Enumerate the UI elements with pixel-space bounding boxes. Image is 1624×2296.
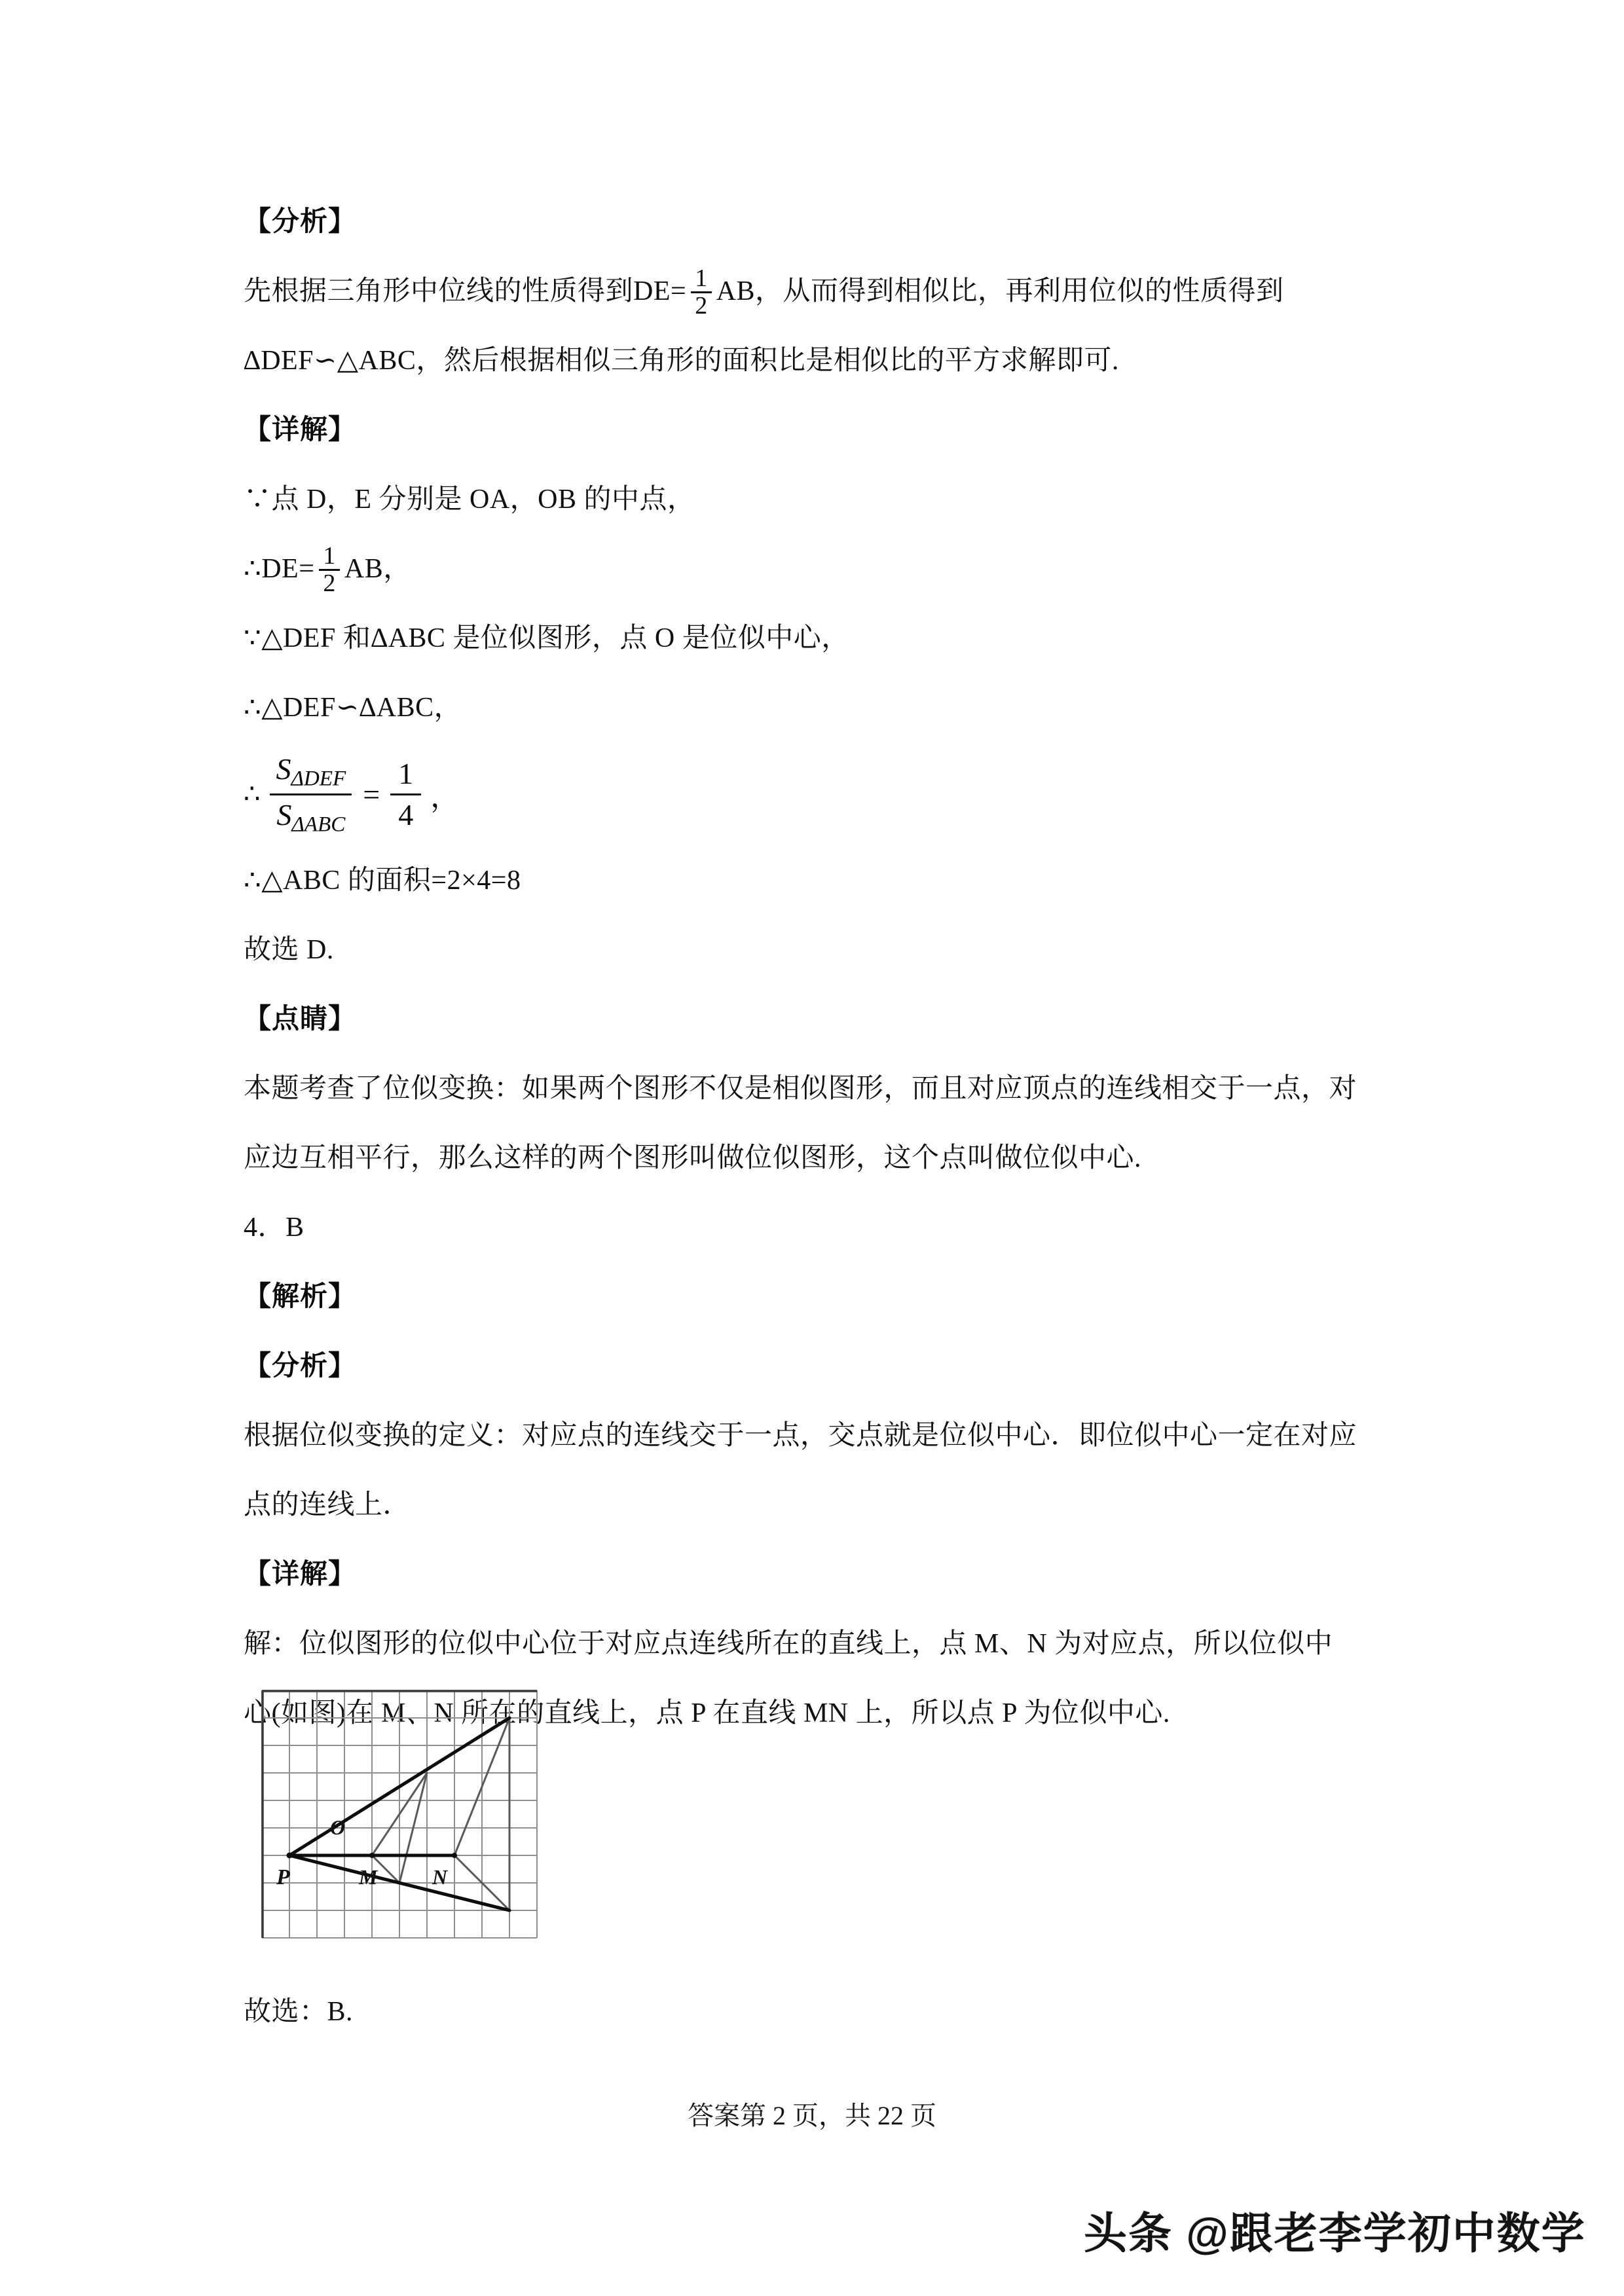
s-symbol-numerator: S — [276, 752, 291, 786]
page-content — [244, 187, 1376, 1748]
detail-step-5-area-ratio — [244, 742, 1376, 846]
detail-tag-q3: 【详解】 — [244, 415, 357, 445]
fraction-one-half-b — [319, 543, 340, 596]
therefore-symbol: ∴ — [244, 779, 261, 809]
analysis-line-1-part-c: AB，从而得到相似比，再利用位似的性质得到 — [716, 276, 1284, 306]
analysis-line-1-de-label: DE= — [633, 276, 687, 306]
figure-label-P: P — [276, 1865, 290, 1889]
q4-analysis-line-2: 点的连线上． — [244, 1490, 411, 1520]
analysis-line-2: ∆DEF∽△ABC，然后根据相似三角形的面积比是相似比的平方求解即可. — [244, 346, 1119, 376]
insight-line-1: 本题考查了位似变换：如果两个图形不仅是相似图形，而且对应顶点的连线相交于一点，对 — [244, 1074, 1357, 1104]
q4-number-answer: 4．B — [244, 1212, 304, 1243]
q4-conclusion: 故选：B. — [244, 1997, 354, 2027]
detail-step-1: ∵点 D，E 分别是 OA，OB 的中点， — [244, 484, 695, 515]
equals-sign: = — [363, 777, 380, 811]
one-quarter-fraction — [390, 757, 421, 831]
figure-label-N: N — [432, 1865, 448, 1889]
detail-step-2-part-b: AB， — [344, 554, 411, 584]
fraction-one-half-a — [691, 266, 712, 319]
page-footer: 答案第 2 页，共 22 页 — [688, 2101, 936, 2130]
q4-detail-line-2: 心(如图)在 M、N 所在的直线上，点 P 在直线 MN 上，所以点 P 为位似中心. — [244, 1698, 1170, 1728]
detail-step-2 — [244, 534, 1376, 604]
explain-tag-q4: 【解析】 — [244, 1282, 357, 1312]
analysis-tag-q3: 【分析】 — [244, 207, 357, 237]
fraction-numerator: 1 — [398, 756, 414, 790]
s-subscript-numerator: ΔDEF — [291, 766, 346, 791]
fraction-denominator: 2 — [691, 291, 712, 319]
figure-label-O: O — [330, 1815, 346, 1839]
watermark: 头条 @跟老李学初中数学 — [1084, 2209, 1586, 2257]
figure-label-M: M — [359, 1865, 378, 1889]
s-symbol-denominator: S — [276, 797, 292, 831]
fraction-denominator: 2 — [319, 569, 340, 596]
detail-step-2-part-a: ∴DE= — [244, 554, 315, 584]
fraction-denominator: 4 — [390, 793, 421, 832]
vertex-dot-N — [452, 1853, 457, 1858]
analysis-line-1-part-a: 先根据三角形中位线的性质得到 — [244, 276, 634, 306]
detail-step-4: ∴△DEF∽∆ABC， — [244, 693, 462, 723]
s-subscript-denominator: ΔABC — [291, 811, 346, 836]
q4-detail-line-1: 解：位似图形的位似中心位于对应点连线所在的直线上，点 M、N 为对应点，所以位似中 — [244, 1629, 1333, 1659]
q3-conclusion: 故选 D. — [244, 935, 334, 965]
fraction-numerator: 1 — [323, 542, 336, 570]
vertex-dot-M — [369, 1853, 375, 1858]
area-ratio-numerator — [269, 752, 352, 793]
analysis-tag-q4: 【分析】 — [244, 1351, 357, 1381]
trailing-comma: ， — [430, 781, 460, 813]
insight-line-2: 应边互相平行，那么这样的两个图形叫做位似图形，这个点叫做位似中心. — [244, 1143, 1142, 1173]
detail-step-6: ∴△ABC 的面积=2×4=8 — [244, 866, 521, 896]
q4-analysis-line-1: 根据位似变换的定义：对应点的连线交于一点，交点就是位似中心．即位似中心一定在对应 — [244, 1421, 1357, 1451]
homothety-grid-figure — [259, 1688, 541, 1969]
detail-step-3: ∵△DEF 和∆ABC 是位似图形，点 O 是位似中心， — [244, 623, 849, 653]
insight-tag-q3: 【点睛】 — [244, 1004, 357, 1034]
analysis-line-1 — [244, 257, 1376, 326]
area-ratio-denominator — [270, 793, 352, 836]
vertex-dot-P — [287, 1853, 293, 1859]
detail-tag-q4: 【详解】 — [244, 1559, 357, 1590]
area-ratio-fraction — [269, 752, 352, 836]
fraction-numerator: 1 — [695, 264, 708, 293]
